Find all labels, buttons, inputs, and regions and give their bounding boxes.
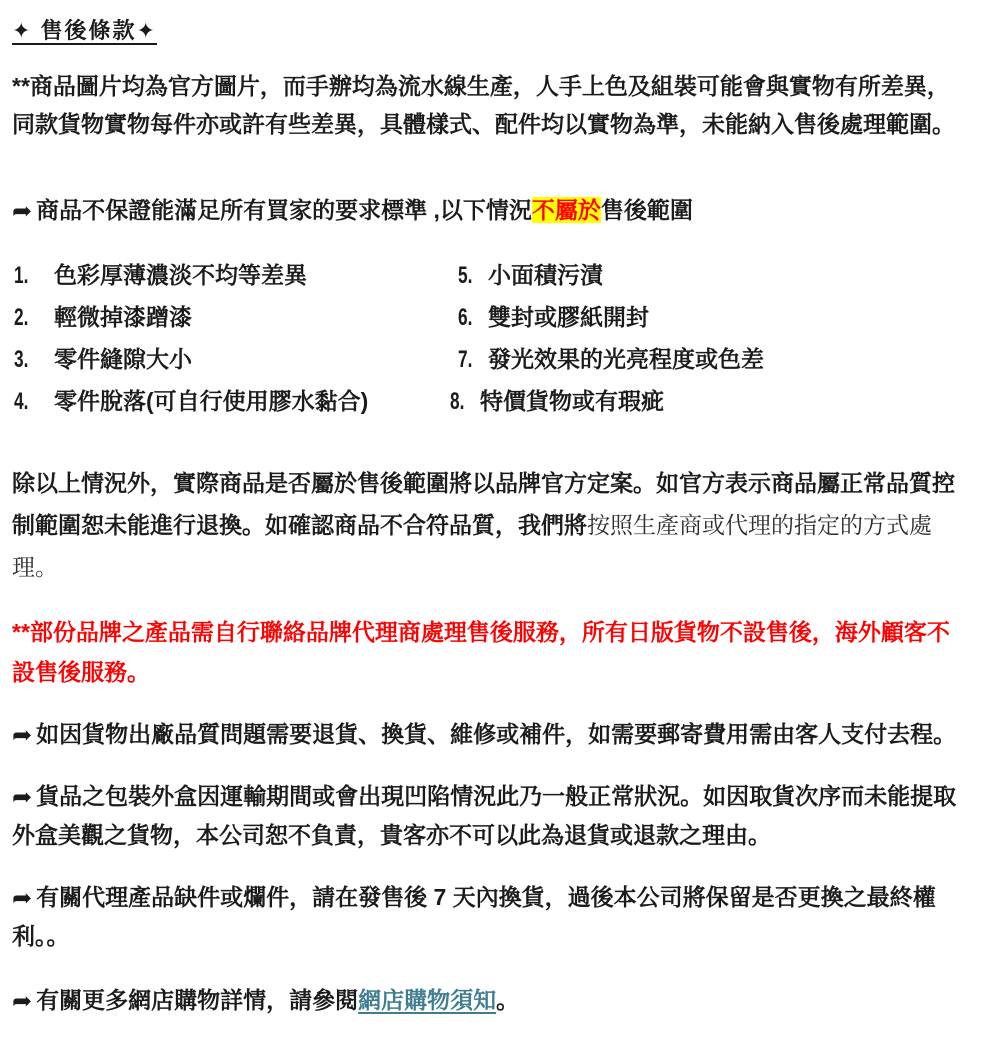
list-item bbox=[12, 296, 458, 338]
item-number: 4. bbox=[14, 388, 29, 415]
curved-right-arrow-icon: ➦ bbox=[12, 885, 33, 912]
item-number: 5. bbox=[458, 262, 473, 289]
item-number: 2. bbox=[14, 304, 29, 331]
curved-right-arrow-icon: ➦ bbox=[12, 722, 33, 749]
item-text: 雙封或膠紙開封 bbox=[488, 304, 649, 330]
list-item bbox=[12, 338, 458, 380]
item-text: 發光效果的光亮程度或色差 bbox=[488, 346, 764, 372]
returns-point-paragraph bbox=[12, 715, 964, 754]
notice-post-text: 售後範圍 bbox=[600, 197, 693, 223]
list-item bbox=[12, 254, 458, 296]
item-number: 1. bbox=[14, 262, 29, 289]
footer-line bbox=[12, 981, 964, 1020]
notice-line bbox=[12, 191, 964, 230]
item-text: 特價貨物或有瑕疵 bbox=[480, 388, 664, 414]
notice-highlight: 不屬於 bbox=[531, 197, 601, 223]
policy-regular-text: 按照生產商或代理的指定的方式處理。 bbox=[12, 512, 932, 580]
item-number: 7. bbox=[458, 346, 473, 373]
item-text: 零件脫落(可自行使用膠水黏合) bbox=[54, 388, 369, 414]
replacement-point-paragraph bbox=[12, 878, 964, 955]
curved-right-arrow-icon: ➦ bbox=[12, 784, 33, 811]
packaging-point-paragraph bbox=[12, 777, 964, 855]
list-item bbox=[458, 338, 964, 380]
item-text: 零件縫隙大小 bbox=[54, 346, 192, 372]
defect-list-left-column bbox=[12, 254, 458, 422]
store-guide-link[interactable]: 網店購物須知 bbox=[358, 987, 497, 1013]
list-item bbox=[458, 296, 964, 338]
policy-bold-text: 除以上情況外，實際商品是否屬於售後範圍將以品牌官方定案。如官方表示商品屬正常品質控制範圍恕未能進行退換。如確認商品不合符品質，我們將 bbox=[12, 470, 955, 538]
item-text: 輕微掉漆蹭漆 bbox=[54, 304, 192, 330]
item-text: 色彩厚薄濃淡不均等差異 bbox=[54, 262, 307, 288]
intro-paragraph: **商品圖片均為官方圖片，而手辦均為流水線生產，人手上色及組裝可能會與實物有所差異，同款貨物實物每件亦或許有些差異，具體樣式、配件均以實物為準，未能納入售後處理範圍。 bbox=[12, 73, 955, 137]
page-title: ✦ 售後條款✦ bbox=[12, 18, 157, 43]
curved-right-arrow-icon: ➦ bbox=[12, 988, 33, 1015]
policy-paragraph bbox=[12, 462, 964, 588]
list-item bbox=[450, 380, 964, 422]
point-text: 貨品之包裝外盒因運輸期間或會出現凹陷情況此乃一般正常狀況。如因取貨次序而未能提取外盒美觀之貨物，本公司恕不負責，貴客亦不可以此為退貨或退款之理由。 bbox=[12, 783, 957, 848]
defect-list bbox=[12, 254, 964, 422]
item-number: 6. bbox=[458, 304, 473, 331]
item-number: 8. bbox=[450, 388, 465, 415]
red-warning-paragraph: **部份品牌之產品需自行聯絡品牌代理商處理售後服務，所有日版貨物不設售後，海外顧客不設售後服務。 bbox=[12, 619, 950, 685]
list-item bbox=[12, 380, 458, 422]
footer-pre-text: 有關更多網店購物詳情，請參閱 bbox=[36, 987, 359, 1013]
curved-right-arrow-icon: ➦ bbox=[12, 198, 33, 225]
point-text: 如因貨物出廠品質問題需要退貨、換貨、維修或補件，如需要郵寄費用需由客人支付去程。 bbox=[36, 721, 957, 747]
notice-pre-text: 商品不保證能滿足所有買家的要求標準 ,以下情況 bbox=[36, 197, 532, 223]
item-text: 小面積污漬 bbox=[488, 262, 603, 288]
item-number: 3. bbox=[14, 346, 29, 373]
footer-post-text: 。 bbox=[496, 987, 520, 1013]
point-text: 有關代理產品缺件或爛件，請在發售後 7 天內換貨，過後本公司將保留是否更換之最終權利。。 bbox=[12, 884, 936, 949]
defect-list-right-column bbox=[450, 254, 964, 422]
list-item bbox=[458, 254, 964, 296]
